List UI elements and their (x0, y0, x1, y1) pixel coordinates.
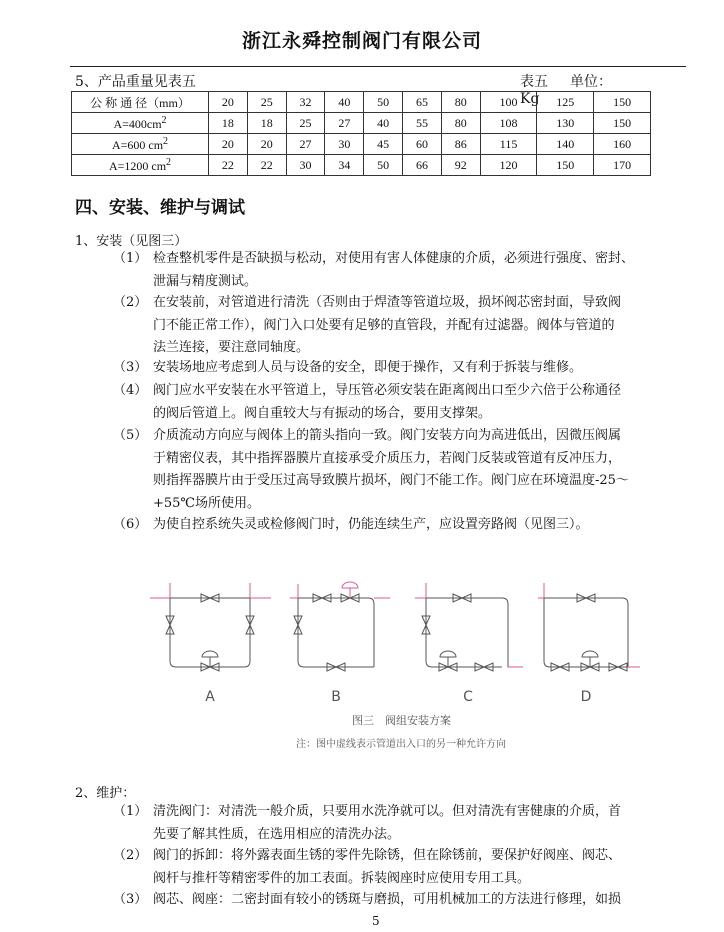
maintenance-heading: 2、维护： (75, 786, 136, 801)
table-cell: 22 (209, 155, 248, 176)
item-text (153, 380, 689, 425)
text-line: 安装场地应考虑到人员与设备的安全，即便于操作，又有利于拆装与维修。 (153, 360, 583, 375)
item-text (153, 357, 689, 380)
item-number: （3） (113, 892, 148, 907)
table-cell: 20 (209, 92, 248, 113)
table-cell: 22 (247, 155, 286, 176)
table-cell: 150 (537, 155, 594, 176)
table-caption-left: 5、产品重量见表五 (75, 74, 196, 90)
table-cell: 27 (286, 134, 325, 155)
item-text (153, 801, 689, 846)
diagram-label: D (580, 689, 592, 705)
table-cell: 50 (364, 92, 403, 113)
text-line: +55℃场所使用。 (153, 495, 260, 511)
company-title: 浙江永舜控制阀门有限公司 (241, 30, 482, 52)
table-cell: 30 (325, 134, 364, 155)
weights-table (71, 91, 651, 176)
row-label-sup: 2 (163, 135, 169, 147)
text-line: 先要了解其性质，在选用相应的清洗办法。 (153, 826, 401, 842)
table-cell: 65 (403, 92, 442, 113)
table-cell: 40 (364, 113, 403, 134)
item-number: （6） (113, 517, 148, 532)
table-row (72, 113, 651, 134)
table-cell: 18 (209, 113, 248, 134)
table-cell: 60 (403, 134, 442, 155)
table-row-label (72, 113, 209, 134)
table-cell: 45 (364, 134, 403, 155)
table-row-label (72, 155, 209, 176)
actuator-icon (202, 651, 218, 657)
figure-note: 注：图中虚线表示管道出入口的另一种允许方向 (296, 739, 506, 750)
item-text (153, 248, 689, 293)
diagram-label: C (463, 689, 473, 705)
table-cell: 160 (594, 134, 651, 155)
text-line: 阀芯、阀座：二密封面有较小的锈斑与磨损，可用机械加工的方法进行修理，如损 (153, 892, 622, 907)
text-line: 于精密仪表，其中指挥器膜片直接承受介质压力，若阀门反装或管道有反冲压力， (153, 450, 622, 466)
row-label-text: A=1200 cm (108, 158, 167, 173)
table-cell: 80 (441, 113, 480, 134)
text-line: 门不能正常工作），阀门入口处要有足够的直管段，并配有过滤器。阀体与管道的 (153, 317, 615, 333)
install-heading: 1、安装（见图三） (75, 234, 188, 249)
item-number: （2） (113, 848, 148, 863)
table-caption-unit: 单位：Kg (520, 74, 612, 107)
table-caption-table: 表五 (520, 74, 548, 90)
table-cell: 27 (325, 113, 364, 134)
text-line: 阀门的拆卸：将外露表面生锈的零件先除锈，但在除锈前，要保护好阀座、阀芯、 (153, 848, 622, 863)
text-line: 阀杆与推杆等精密零件的加工表面。拆装阀座时应使用专用工具。 (153, 870, 531, 886)
actuator-icon (582, 651, 598, 657)
table-cell: 150 (594, 113, 651, 134)
table-header-row (72, 92, 651, 113)
table-row-label (72, 134, 209, 155)
table-cell: 115 (480, 134, 537, 155)
text-line: 的阀后管道上。阀自重较大与有振动的场合，要用支撑架。 (153, 405, 492, 421)
row-label-sup: 2 (166, 156, 172, 168)
table-cell: 40 (325, 92, 364, 113)
table-cell: 30 (286, 155, 325, 176)
table-cell: 140 (537, 134, 594, 155)
item-number: （1） (113, 251, 148, 266)
table-cell: 20 (247, 134, 286, 155)
item-text (153, 845, 689, 890)
item-number: （2） (113, 295, 148, 310)
main-pipe (426, 598, 502, 667)
row-label-text: A=600 cm (111, 137, 164, 152)
actuator-icon (440, 651, 456, 657)
table-cell: 66 (403, 155, 442, 176)
text-line: 检查整机零件是否缺损与松动，对使用有害人体健康的介质，必须进行强度、密封、 (153, 251, 635, 266)
header-rule (70, 66, 686, 67)
table-cell: 86 (441, 134, 480, 155)
table-cell: 18 (247, 113, 286, 134)
table-cell: 100 (480, 92, 537, 113)
row-label-text: A=400cm (113, 116, 162, 131)
bypass-loop (298, 598, 374, 667)
text-line: 法兰连接，要注意同轴度。 (153, 340, 310, 355)
text-line: 介质流动方向应与阀体上的箭头指向一致。阀门安装方向为高进低出，因微压阀属 (153, 428, 622, 443)
valve-group-diagram (150, 575, 640, 705)
table-cell: 25 (247, 92, 286, 113)
actuator-icon (342, 582, 358, 588)
text-line: 阀门应水平安装在水平管道上，导压管必须安装在距离阀出口至少六倍于公称通径 (153, 383, 622, 398)
item-text (153, 425, 689, 515)
table-cell: 80 (441, 92, 480, 113)
text-line: 泄漏与精度测试。 (153, 273, 258, 289)
table-cell: 170 (594, 155, 651, 176)
table-cell: 25 (286, 113, 325, 134)
figure-caption: 图三 阀组安装方案 (352, 714, 451, 727)
table-cell: 125 (537, 92, 594, 113)
table-cell: 108 (480, 113, 537, 134)
table-row (72, 155, 651, 176)
item-text (153, 514, 689, 537)
row-label-sup: 2 (161, 114, 167, 126)
table-cell: 20 (209, 134, 248, 155)
section-heading: 四、安装、维护与调试 (75, 198, 245, 218)
text-line: 则指挥器膜片由于受压过高导致膜片损坏，阀门不能工作。阀门应在环境温度-25～ (153, 473, 629, 488)
diagram-label: A (205, 689, 215, 705)
item-text (153, 889, 689, 912)
table-cell: 150 (594, 92, 651, 113)
diagram-label: B (331, 689, 341, 705)
table-row (72, 134, 651, 155)
table-cell: 50 (364, 155, 403, 176)
item-number: （1） (113, 804, 148, 819)
item-number: （3） (113, 360, 148, 375)
text-line: 为使自控系统失灵或检修阀门时，仍能连续生产，应设置旁路阀（见图三）。 (153, 517, 589, 532)
table-cell: 92 (441, 155, 480, 176)
table-cell: 34 (325, 155, 364, 176)
text-line: 清洗阀门：对清洗一般介质，只要用水洗净就可以。但对清洗有害健康的介质，首 (153, 804, 622, 819)
page-number: 5 (372, 914, 380, 928)
item-text (153, 292, 689, 360)
table-cell: 32 (286, 92, 325, 113)
item-number: （5） (113, 428, 148, 443)
item-number: （4） (113, 383, 148, 398)
table-cell: 公 称 通 径（mm） (72, 92, 209, 113)
table-cell: 55 (403, 113, 442, 134)
table-cell: 130 (537, 113, 594, 134)
main-pipe (298, 598, 374, 667)
text-line: 在安装前，对管道进行清洗（否则由于焊渣等管道垃圾，损坏阀芯密封面，导致阀 (153, 295, 622, 310)
table-cell: 120 (480, 155, 537, 176)
